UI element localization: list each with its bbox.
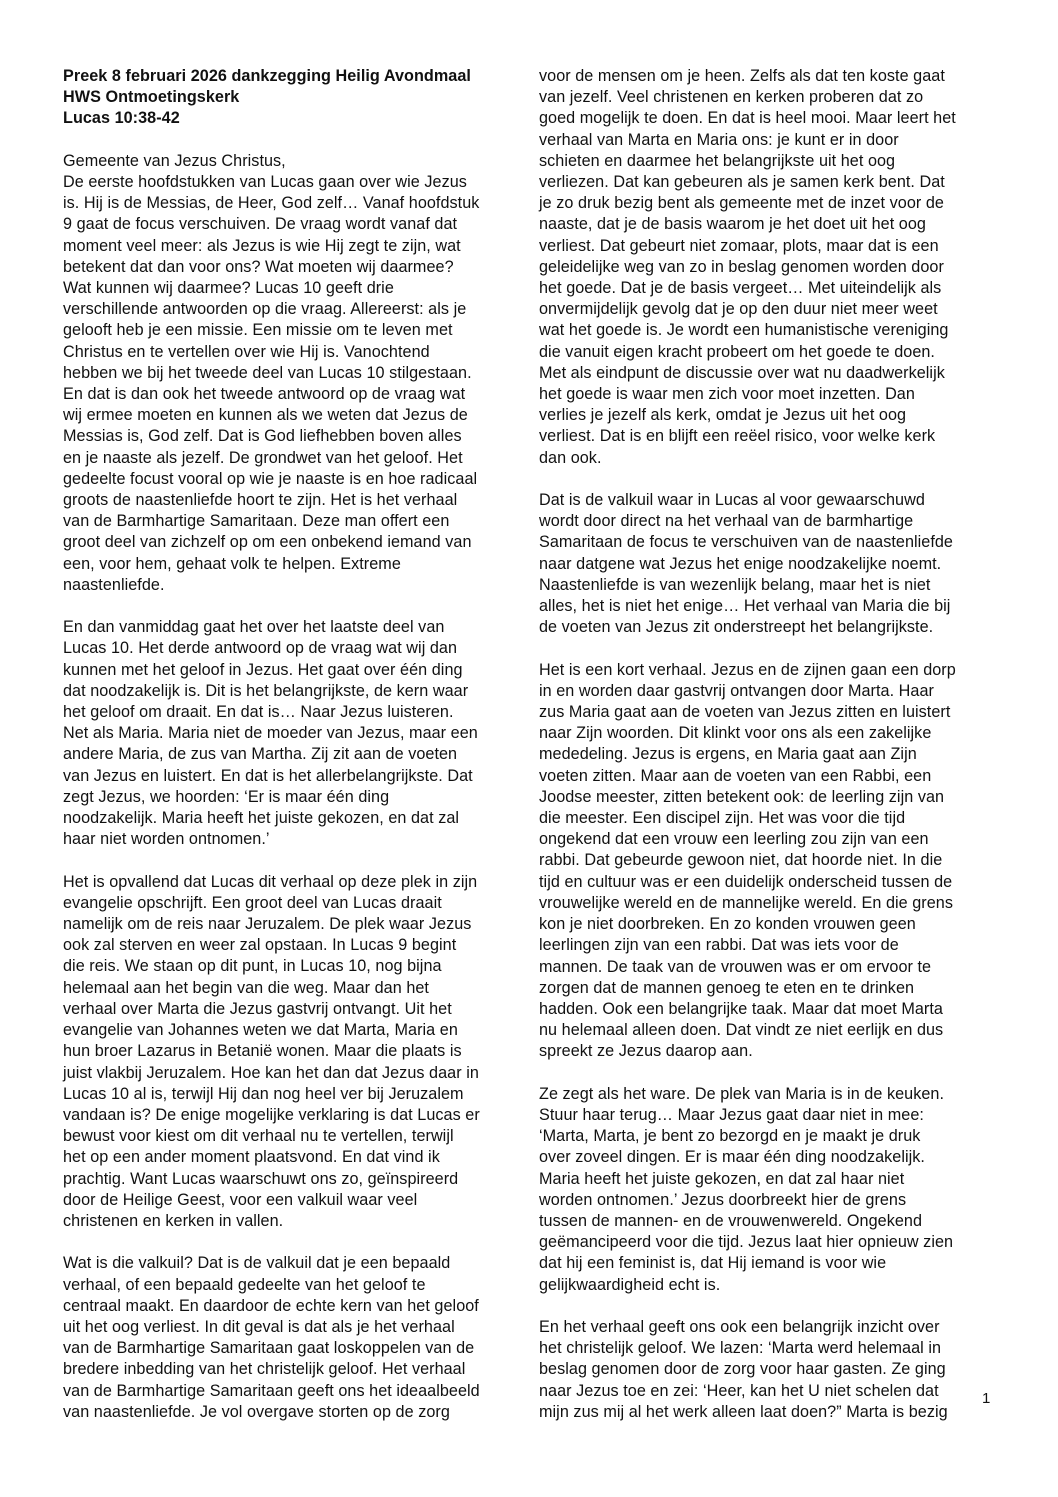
text-line: geëmancipeerd voor die tijd. Jezus laat hier opnieuw zien [539, 1233, 954, 1252]
text-line: ‘Marta, Marta, je bent zo bezorgd en je maakt je druk [539, 1127, 921, 1146]
text-line: tussen de mannen- en de vrouwenwereld. Ongekend [539, 1211, 923, 1230]
text-line: verliest. Dat gebeurt niet zomaar, plots, maar dat is een [539, 236, 939, 255]
text-line: verhaal van Marta en Maria ons: je kunt er in door [539, 130, 899, 149]
text-line: Christus en te vertellen over wie Hij is. Vanochtend [63, 342, 430, 361]
sermon-header [63, 66, 523, 130]
text-line: leerlingen zijn van een rabbi. Dat was iets voor de [539, 936, 899, 955]
text-line: mededeling. Jezus is ergens, en Maria gaat aan Zijn [539, 745, 917, 764]
text-line: Wat kunnen wij daarmee? Lucas 10 geeft drie [63, 279, 394, 298]
text-line: Net als Maria. Maria niet de moeder van Jezus, maar een [63, 724, 478, 743]
text-line: En het verhaal geeft ons ook een belangrijk inzicht over [539, 1317, 940, 1336]
text-line: het geloof om draait. En dat is… Naar Jezus luisteren. [63, 703, 454, 722]
text-line: centraal maakt. En daardoor de echte kern van het geloof [63, 1296, 479, 1315]
text-line: verliezen. Dat kan gebeuren als je samen kerk bent. Dat [539, 173, 945, 192]
bible-reference: Lucas 10:38-42 [63, 109, 180, 128]
text-line: verliest. Dat is en blijft een reëel risico, voor welke kerk [539, 427, 936, 446]
text-line: Maria heeft het juiste gekozen, en dat zal haar niet [539, 1169, 905, 1188]
text-line: van jezelf. Veel christenen en kerken proberen dat zo [539, 88, 924, 107]
text-line: zorgen dat de mannen genoeg te eten en te drinken [539, 978, 915, 997]
text-line: verschillende antwoorden op die vraag. Allereerst: als je [63, 300, 467, 319]
text-line: naar datgene wat Jezus het enige noodzakelijke noemt. [539, 554, 942, 573]
text-line: dat hij een feminist is, dat Hij iemand is voor wie [539, 1254, 887, 1273]
text-line: bewust voor kiest om dit verhaal nu te vertellen, terwijl [63, 1127, 454, 1146]
text-line: is. Hij is de Messias, de Heer, God zelf… Vanaf hoofdstuk [63, 194, 480, 213]
text-line: Wat is die valkuil? Dat is de valkuil dat je een bepaald [63, 1254, 451, 1273]
text-line: verlies je jezelf als kerk, omdat je Jezus uit het oog [539, 406, 907, 425]
text-line: moment veel meer: als Jezus is wie Hij zegt te zijn, wat [63, 236, 461, 255]
text-line: je zo druk bezig bent als gemeente met de inzet voor de [539, 194, 944, 213]
text-line: vandaan is? De enige mogelijke verklaring is dat Lucas er [63, 1105, 480, 1124]
text-line: gelooft heb je een missie. Een missie om te leven met [63, 321, 453, 340]
text-line: die meester. Een discipel zijn. Het was voor die tijd [539, 809, 906, 828]
text-line: 9 gaat de focus verschuiven. De vraag wordt vanaf dat [63, 215, 458, 234]
right-column [539, 66, 999, 1423]
text-line: zegt Jezus, we hoorden: ‘Er is maar één ding [63, 787, 390, 806]
text-line: naar Jezus toe en zei: ‘Heer, kan het U niet schelen dat [539, 1381, 939, 1400]
text-line: voor de mensen om je heen. Zelfs als dat ten koste gaat [539, 67, 945, 85]
text-line: Lucas 10. Het derde antwoord op de vraag wat wij dan [63, 639, 458, 658]
text-line: de voeten van Jezus zit onderstreept het belangrijkste. [539, 618, 934, 637]
text-line: geleidelijke weg van zo in beslag genomen worden door [539, 257, 944, 276]
text-line: Gemeente van Jezus Christus, [63, 151, 286, 170]
text-line: En dat is dan ook het tweede antwoord op de vraag wat [63, 385, 466, 404]
text-line: voeten zitten. Maar aan de voeten van een Rabbi, een [539, 766, 932, 785]
text-line: betekent dat dan voor ons? Wat moeten wij daarmee? [63, 257, 454, 276]
paragraph [539, 660, 999, 1063]
text-line: juist vlakbij Jeruzalem. Hoe kan het dan dat Jezus daar in [63, 1063, 479, 1082]
sermon-title: Preek 8 februari 2026 dankzegging Heilig Avondmaal [63, 67, 471, 85]
text-line: goed mogelijk te doen. En dat is heel mooi. Maar leert het [539, 109, 956, 128]
text-line: christenen en kerken in vallen. [63, 1211, 284, 1230]
text-line: het christelijk geloof. We lazen: ‘Marta werd helemaal in [539, 1339, 942, 1358]
text-line: tijd en cultuur was er een duidelijk onderscheid tussen de [539, 872, 953, 891]
text-line: dan ook. [539, 448, 602, 467]
text-line: het goede is waar men zich voor moet inzetten. Dan [539, 385, 915, 404]
text-line: Met als eindpunt de discussie over wat nu daadwerkelijk [539, 363, 945, 382]
text-line: gelijkwaardigheid echt is. [539, 1275, 721, 1294]
text-line: andere Maria, de zus van Martha. Zij zit aan de voeten [63, 745, 458, 764]
text-line: die reis. We staan op dit punt, in Lucas 10, nog bijna [63, 957, 442, 976]
text-line: Dat is de valkuil waar in Lucas al voor gewaarschuwd [539, 491, 925, 510]
text-line: Messias is, God zelf. Dat is God liefhebben boven alles [63, 427, 462, 446]
text-line: beslag genomen door de zorg voor haar gasten. Ze ging [539, 1360, 946, 1379]
paragraph [63, 617, 523, 850]
text-line: groot deel van zichzelf op om een onbekend iemand van [63, 533, 472, 552]
text-line: kon je niet doorbreken. En zo konden vrouwen geen [539, 915, 916, 934]
text-line: die vanuit eigen kracht probeert om het goede te doen. [539, 342, 935, 361]
text-line: hun broer Lazarus in Betanië wonen. Maar die plaats is [63, 1042, 462, 1061]
page-number: 1 [982, 1390, 991, 1407]
text-line: ook zal sterven en weer zal opstaan. In Lucas 9 begint [63, 936, 457, 955]
text-line: Samaritaan de focus te verschuiven van de naastenliefde [539, 533, 953, 552]
text-line: schieten en daarmee het belangrijkste uit het oog [539, 151, 896, 170]
text-line: Het is een kort verhaal. Jezus en de zijnen gaan een dorp [539, 660, 956, 679]
text-line: Ze zegt als het ware. De plek van Maria is in de keuken. [539, 1084, 944, 1103]
text-line: spreekt ze Jezus daarop aan. [539, 1042, 753, 1061]
text-line: worden ontnomen.’ Jezus doorbreekt hier de grens [539, 1190, 907, 1209]
text-line: Joodse meester, zitten betekent ook: de leerling zijn van [539, 787, 945, 806]
text-line: evangelie opschrijft. Een groot deel van Lucas draait [63, 893, 442, 912]
left-column-body [63, 151, 523, 1423]
text-line: haar niet worden ontnomen.’ [63, 830, 270, 849]
text-line: naar Zijn woorden. Dit klinkt voor ons als een zakelijke [539, 724, 932, 743]
text-line: het op een ander moment plaatsvond. En dat vind ik [63, 1148, 440, 1167]
text-line: groots de naastenliefde hoort te zijn. Het is het verhaal [63, 491, 458, 510]
left-column [63, 66, 523, 1423]
paragraph [539, 66, 999, 469]
paragraph [539, 1084, 999, 1296]
text-line: ongekend dat een vrouw een leerling zou zijn van een [539, 830, 929, 849]
text-line: over zoveel dingen. Er is maar één ding noodzakelijk. [539, 1148, 925, 1167]
paragraph [63, 1253, 523, 1423]
text-line: wat het goede is. Je wordt een humanistische vereniging [539, 321, 949, 340]
text-line: vrouwelijke wereld en de mannelijke wereld. En die grens [539, 893, 953, 912]
text-line: verhaal over Marta die Jezus gastvrij ontvangt. Uit het [63, 999, 452, 1018]
text-line: onvermijdelijk gevolg dat je op den duur niet meer weet [539, 300, 938, 319]
text-line: en je naaste als jezelf. De grondwet van het geloof. Het [63, 448, 463, 467]
text-line: uit het oog verliest. In dit geval is dat als je het verhaal [63, 1317, 455, 1336]
text-line: mannen. De taak van de vrouwen was er om ervoor te [539, 957, 932, 976]
text-line: mijn zus mij al het werk alleen laat doen?” Marta is bezig [539, 1402, 948, 1421]
text-line: Het is opvallend dat Lucas dit verhaal op deze plek in zijn [63, 872, 478, 891]
text-line: De eerste hoofdstukken van Lucas gaan over wie Jezus [63, 173, 467, 191]
text-line: evangelie van Johannes weten we dat Marta, Maria en [63, 1021, 458, 1040]
text-line: van de Barmhartige Samaritaan geeft ons het ideaalbeeld [63, 1381, 480, 1400]
text-line: alles, het is niet het enige… Het verhaal van Maria die bij [539, 597, 951, 616]
text-line: verhaal, of een bepaald gedeelte van het geloof te [63, 1275, 426, 1294]
text-line: van naastenliefde. Je vol overgave storten op de zorg [63, 1402, 450, 1421]
text-line: En dan vanmiddag gaat het over het laatste deel van [63, 618, 445, 637]
text-line: wij ermee moeten en kunnen als we weten dat Jezus de [63, 406, 468, 425]
text-line: rabbi. Dat gebeurde gewoon niet, dat hoorde niet. In die [539, 851, 943, 870]
paragraph [63, 872, 523, 1232]
text-line: Lucas 10 al is, terwijl Hij dan nog heel ver bij Jeruzalem [63, 1084, 464, 1103]
text-line: een, voor hem, gehaat volk te helpen. Extreme [63, 554, 401, 573]
text-line: zus Maria gaat aan de voeten van Jezus zitten en luistert [539, 703, 951, 722]
text-line: Naastenliefde is van wezenlijk belang, maar het is niet [539, 575, 931, 594]
text-line: hebben we bij het tweede deel van Lucas 10 stilgestaan. [63, 363, 472, 382]
paragraph [539, 1317, 999, 1423]
text-line: helemaal aan het begin van die weg. Maar dan het [63, 978, 429, 997]
right-column-body [539, 66, 999, 1423]
church-name: HWS Ontmoetingskerk [63, 88, 240, 107]
paragraph [63, 151, 523, 596]
text-line: in en worden daar gastvrij ontvangen door Marta. Haar [539, 681, 934, 700]
text-line: noodzakelijk. Maria heeft het juiste gekozen, en dat zal [63, 809, 460, 828]
text-line: dat noodzakelijk is. Dit is het belangrijkste, de kern waar [63, 681, 469, 700]
text-line: hadden. Ook een belangrijke taak. Maar dat moet Marta [539, 999, 943, 1018]
text-line: wordt door direct na het verhaal van de barmhartige [539, 512, 914, 531]
text-line: bredere inbedding van het christelijk geloof. Het verhaal [63, 1360, 466, 1379]
text-line: prachtig. Want Lucas waarschuwt ons zo, geïnspireerd [63, 1169, 459, 1188]
text-line: door de Heilige Geest, voor een valkuil waar veel [63, 1190, 418, 1209]
text-line: nu helemaal alleen doen. Dat vindt ze niet eerlijk en dus [539, 1021, 944, 1040]
text-line: naaste, dat je de basis waarom je het doet uit het oog [539, 215, 926, 234]
text-line: gedeelte focust vooral op wie je naaste is en hoe radicaal [63, 469, 478, 488]
paragraph [539, 490, 999, 638]
text-line: van de Barmhartige Samaritaan gaat loskoppelen van de [63, 1339, 475, 1358]
text-line: van de Barmhartige Samaritaan. Deze man offert een [63, 512, 450, 531]
text-line: naastenliefde. [63, 575, 165, 594]
text-line: van Jezus en luistert. En dat is het allerbelangrijkste. Dat [63, 766, 473, 785]
text-line: namelijk om de reis naar Jeruzalem. De plek waar Jezus [63, 915, 472, 934]
text-line: Stuur haar terug… Maar Jezus gaat daar niet in mee: [539, 1105, 924, 1124]
text-line: het goede. Dat je de basis vergeet… Met uiteindelijk als [539, 279, 942, 298]
text-line: kunnen met het geloof in Jezus. Het gaat over één ding [63, 660, 463, 679]
